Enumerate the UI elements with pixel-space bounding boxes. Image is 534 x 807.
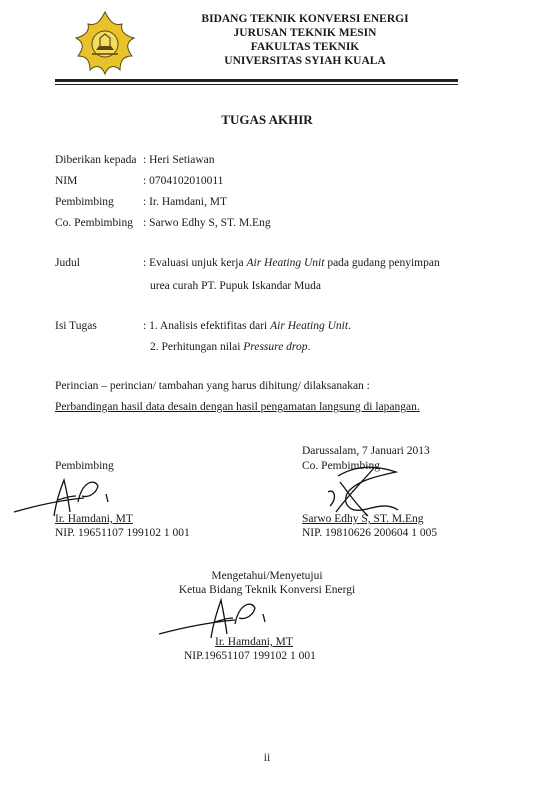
university-logo-icon: [70, 8, 140, 78]
field-value: [143, 257, 440, 269]
field-label: Judul: [55, 257, 80, 269]
bottom-signature-icon: [155, 592, 275, 642]
judul-italic: Air Heating Unit: [246, 257, 325, 269]
bottom-signer-nip: NIP.19651107 199102 1 001: [184, 650, 316, 662]
header-line: UNIVERSITAS SYIAH KUALA: [224, 55, 386, 67]
right-signature-icon: [318, 462, 408, 518]
institution-header: [180, 12, 430, 68]
header-line: JURUSAN TEKNIK MESIN: [233, 27, 377, 39]
isi-text: .: [348, 320, 351, 332]
rincian-heading: Perincian – perincian/ tambahan yang harus dihitung/ dilaksanakan :: [55, 380, 370, 392]
field-value: : Sarwo Edhy S, ST. M.Eng: [143, 217, 271, 229]
field-row-diberikan: [55, 154, 215, 166]
page-number: ii: [263, 752, 271, 764]
approval-role: Ketua Bidang Teknik Konversi Energi: [178, 584, 356, 596]
left-signer-name: Ir. Hamdani, MT: [55, 513, 133, 525]
right-signer-name: Sarwo Edhy S, ST. M.Eng: [302, 513, 424, 525]
left-signer-role: Pembimbing: [55, 460, 114, 472]
header-divider-thick: [55, 79, 458, 82]
right-signer-nip: NIP. 19810626 200604 1 005: [302, 527, 438, 539]
isi-text: : 1. Analisis efektifitas dari: [143, 320, 271, 332]
field-row-judul: [55, 257, 440, 269]
field-value: : Heri Setiawan: [143, 154, 215, 166]
left-signer-nip: NIP. 19651107 199102 1 001: [55, 527, 190, 539]
field-label: Diberikan kepada: [55, 154, 137, 166]
field-value: : 0704102010011: [143, 175, 224, 187]
bottom-signer-name: Ir. Hamdani, MT: [215, 636, 293, 648]
page-title: TUGAS AKHIR: [221, 112, 313, 127]
isi-text: .: [307, 341, 311, 353]
judul-text: : Evaluasi unjuk kerja: [143, 257, 247, 269]
field-label: Pembimbing: [55, 196, 114, 208]
field-label: NIM: [55, 175, 78, 187]
right-signer-role: Co. Pembimbing: [302, 460, 380, 472]
isi-text: 2. Perhitungan nilai: [150, 341, 244, 353]
field-value: : Ir. Hamdani, MT: [143, 196, 227, 208]
judul-text: pada gudang penyimpan: [324, 257, 440, 269]
header-divider-thin: [55, 84, 458, 85]
approval-heading: Mengetahui/Menyetujui: [211, 570, 323, 582]
isi-italic: Air Heating Unit: [270, 320, 349, 332]
field-value: [143, 320, 351, 332]
rincian-detail: Perbandingan hasil data desain dengan hasil pengamatan langsung di lapangan.: [55, 401, 420, 413]
field-row-copembimbing: [55, 217, 271, 229]
field-label: Co. Pembimbing: [55, 217, 133, 229]
field-row-nim: [55, 175, 223, 187]
field-label: Isi Tugas: [55, 320, 97, 332]
isi-italic: Pressure drop: [243, 341, 308, 353]
header-line: BIDANG TEKNIK KONVERSI ENERGI: [201, 13, 409, 25]
field-row-pembimbing: [55, 196, 227, 208]
place-date: Darussalam, 7 Januari 2013: [302, 445, 430, 457]
field-row-isi-tugas: [55, 320, 351, 332]
judul-line-2: urea curah PT. Pupuk Iskandar Muda: [150, 280, 321, 292]
isi-tugas-item-2: [150, 341, 310, 353]
header-line: FAKULTAS TEKNIK: [250, 41, 360, 53]
